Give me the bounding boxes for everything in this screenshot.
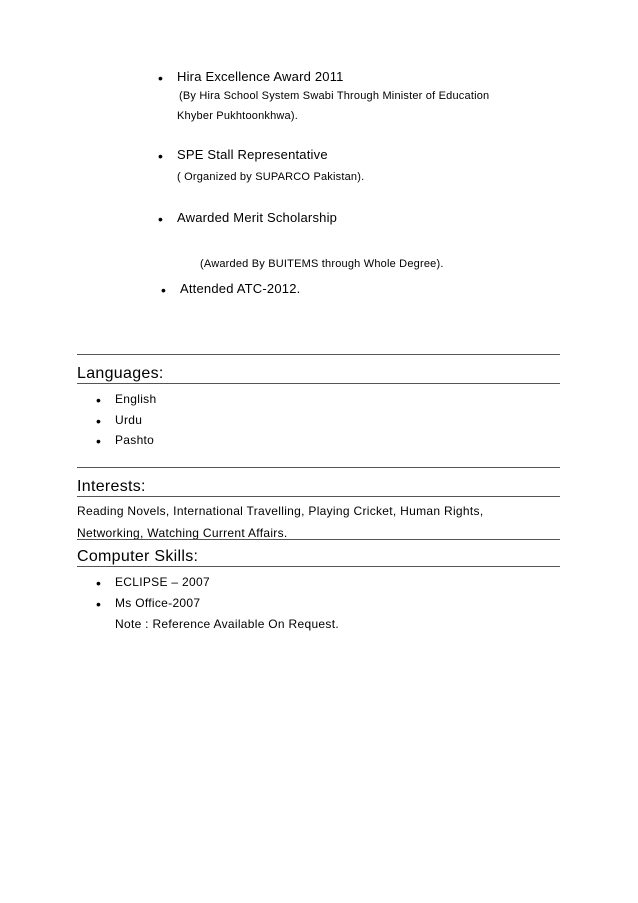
section-heading-interests: Interests:: [77, 478, 146, 495]
heading-underline: [77, 383, 560, 384]
award-detail: (Awarded By BUITEMS through Whole Degree).: [200, 258, 444, 270]
bullet-icon: •: [158, 148, 163, 164]
award-detail: ( Organized by SUPARCO Pakistan).: [177, 171, 365, 183]
bullet-icon: •: [96, 413, 101, 429]
section-divider: [77, 467, 560, 468]
award-title: SPE Stall Representative: [177, 147, 328, 162]
section-heading-languages: Languages:: [77, 365, 164, 382]
heading-underline: [77, 496, 560, 497]
language-item: English: [115, 392, 157, 406]
bullet-icon: •: [96, 575, 101, 591]
interests-text: Networking, Watching Current Affairs.: [77, 526, 288, 540]
language-item: Urdu: [115, 413, 143, 427]
interests-text: Reading Novels, International Travelling, Playing Cricket, Human Rights,: [77, 504, 484, 518]
award-title: Hira Excellence Award 2011: [177, 69, 344, 84]
award-title: Attended ATC-2012.: [180, 281, 301, 296]
bullet-icon: •: [96, 433, 101, 449]
bullet-icon: •: [158, 211, 163, 227]
section-heading-computer-skills: Computer Skills:: [77, 548, 199, 565]
skill-item: ECLIPSE – 2007: [115, 575, 210, 589]
bullet-icon: •: [96, 392, 101, 408]
heading-underline: [77, 566, 560, 567]
award-detail: Khyber Pukhtoonkhwa).: [177, 110, 298, 122]
bullet-icon: •: [158, 70, 163, 86]
skill-item: Ms Office-2007: [115, 596, 201, 610]
award-detail: (By Hira School System Swabi Through Minister of Education: [179, 90, 490, 102]
section-divider: [77, 539, 560, 540]
section-divider: [77, 354, 560, 355]
bullet-icon: •: [161, 282, 166, 298]
reference-note: Note : Reference Available On Request.: [115, 617, 339, 631]
award-title: Awarded Merit Scholarship: [177, 210, 338, 225]
bullet-icon: •: [96, 596, 101, 612]
language-item: Pashto: [115, 433, 155, 447]
